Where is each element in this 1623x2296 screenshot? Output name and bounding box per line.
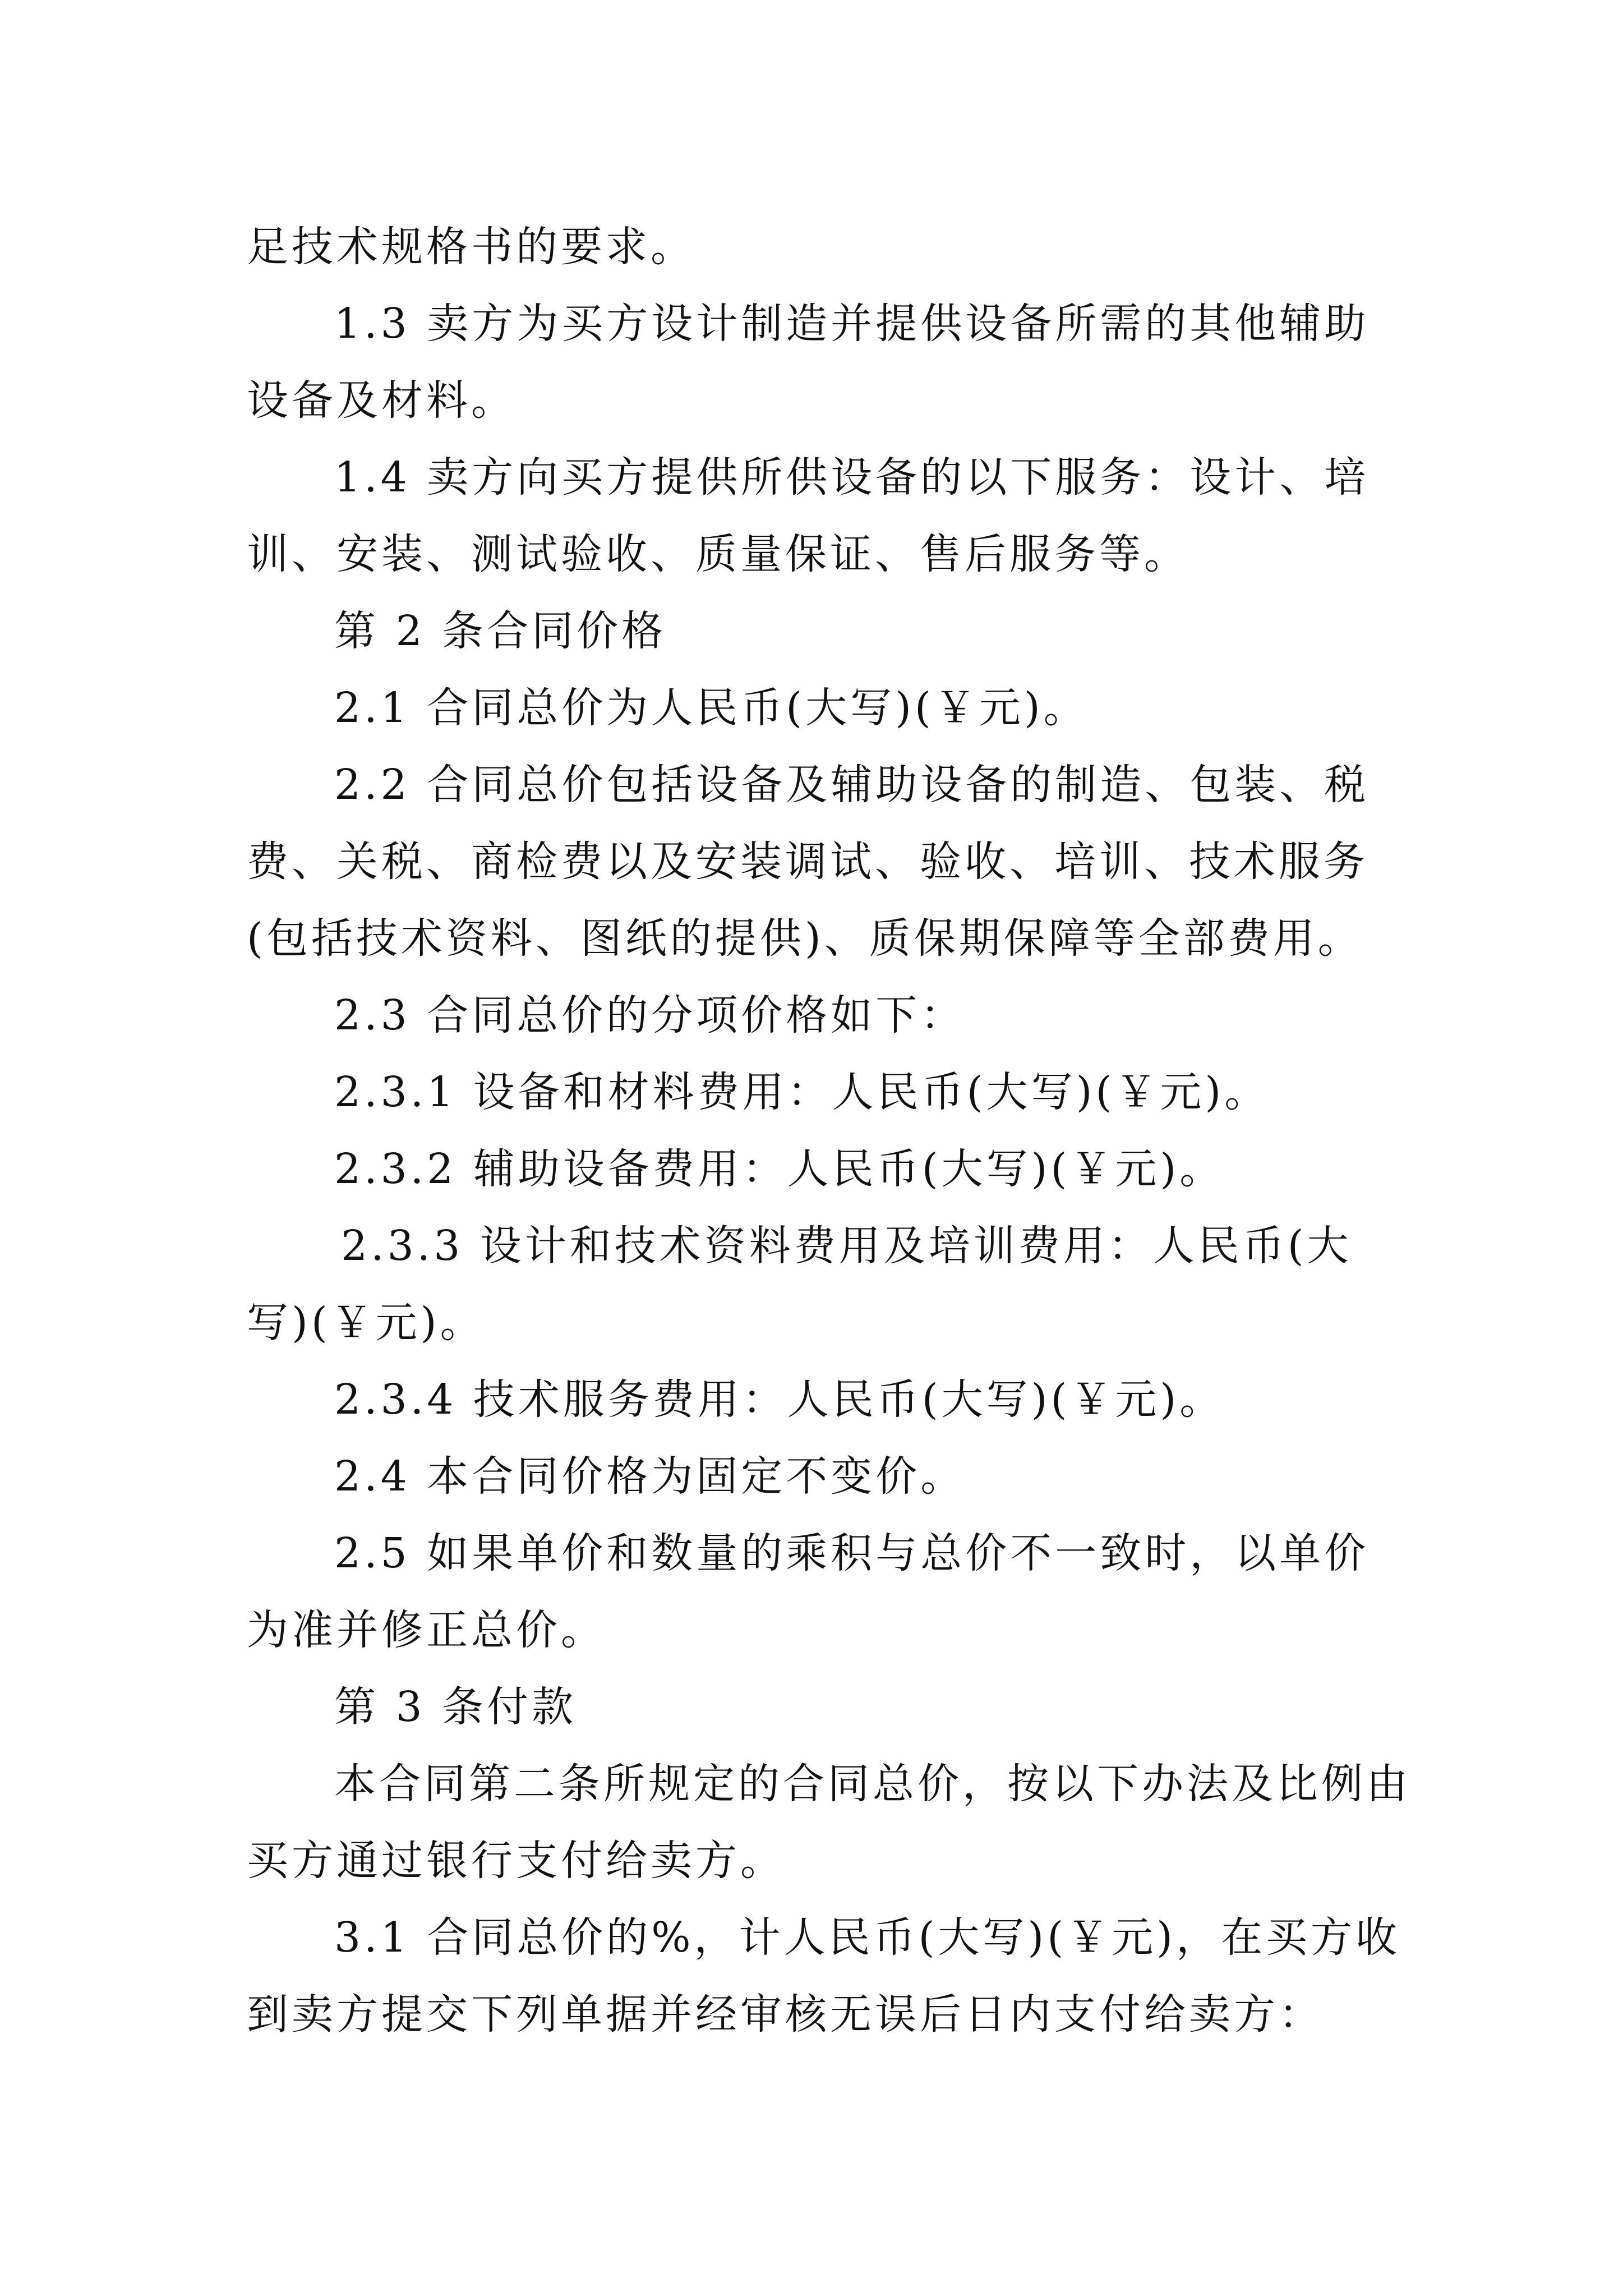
section-heading-3: 第 3 条付款: [334, 1683, 577, 1731]
clause-2-3-4: 2.3.4 技术服务费用：人民币(大写)(￥元)。: [334, 1375, 1225, 1424]
clause-2-3-3: 2.3.3 设计和技术资料费用及培训费用：人民币(大写)(￥元)。: [247, 1222, 1352, 1347]
clause-2-5: 2.5 如果单价和数量的乘积与总价不一致时，以单价为准并修正总价。: [247, 1529, 1370, 1654]
clause-3-1: 3.1 合同总价的%，计人民币(大写)(￥元)，在买方收到卖方提交下列单据并经审核无误后日内支付给卖方：: [247, 1913, 1400, 2039]
clause-2-2: 2.2 合同总价包括设备及辅助设备的制造、包装、税费、关税、商检费以及安装调试、验收、培训、技术服务(包括技术资料、图纸的提供)、质保期保障等全部费用。: [247, 761, 1370, 963]
document-body: [247, 209, 1413, 2053]
paragraph-continuation: 足技术规格书的要求。: [247, 223, 695, 271]
clause-1-4: 1.4 卖方向买方提供所供设备的以下服务：设计、培训、安装、测试验收、质量保证、售后服务等。: [247, 453, 1370, 578]
section-heading-2: 第 2 条合同价格: [334, 607, 667, 655]
clause-2-1: 2.1 合同总价为人民币(大写)(￥元)。: [334, 684, 1089, 732]
clause-2-3: 2.3 合同总价的分项价格如下：: [334, 991, 966, 1039]
clause-2-3-2: 2.3.2 辅助设备费用：人民币(大写)(￥元)。: [334, 1145, 1225, 1193]
clause-2-4: 2.4 本合同价格为固定不变价。: [334, 1452, 966, 1501]
clause-1-3: 1.3 卖方为买方设计制造并提供设备所需的其他辅助设备及材料。: [247, 300, 1370, 425]
payment-intro: 本合同第二条所规定的合同总价，按以下办法及比例由买方通过银行支付给卖方。: [247, 1760, 1411, 1885]
clause-2-3-1: 2.3.1 设备和材料费用：人民币(大写)(￥元)。: [334, 1068, 1270, 1116]
